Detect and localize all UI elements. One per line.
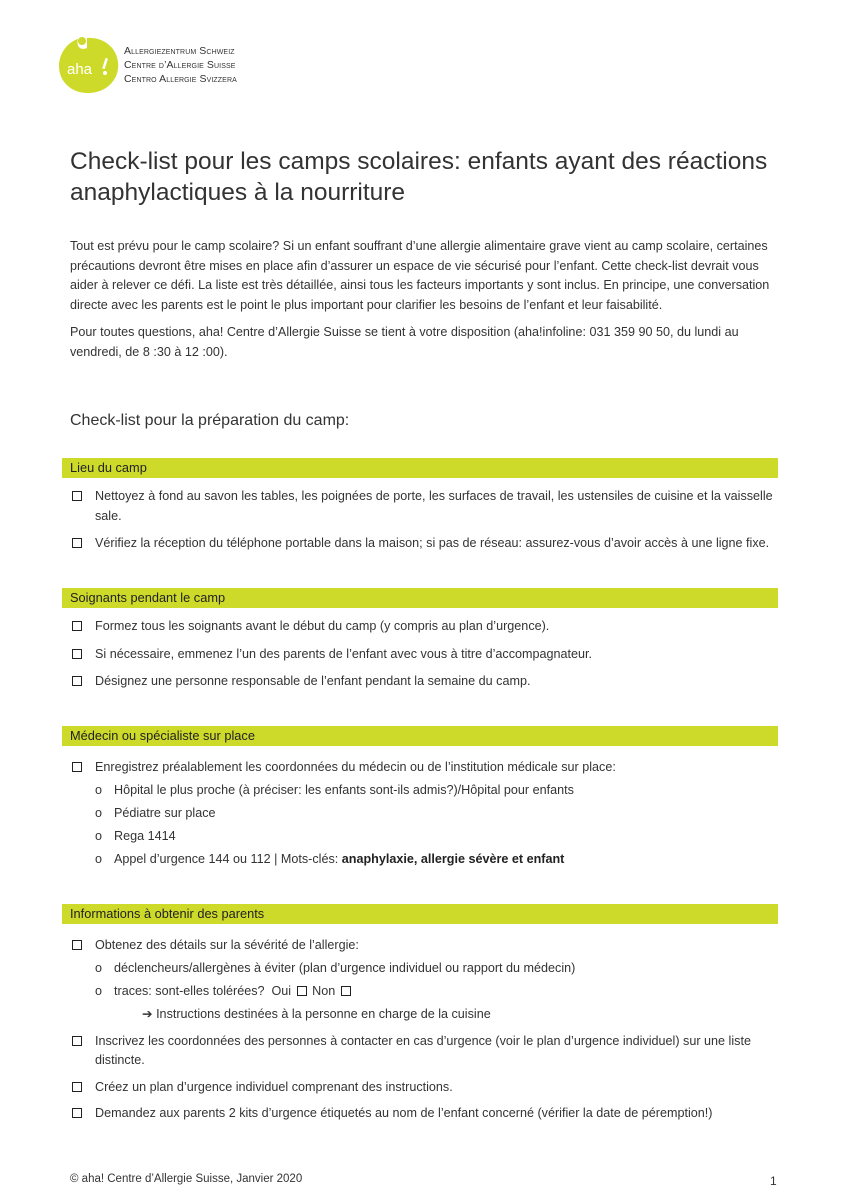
intro-paragraph-2: Pour toutes questions, aha! Centre d’Allergie Suisse se tient à votre disposition (aha!infoline: 031 359 90 50, du lundi au vendredi, de 8 :30 à 12 :00).	[70, 325, 739, 359]
checklist-item	[62, 617, 778, 637]
logo-text: aha	[67, 61, 93, 78]
sub-item	[62, 980, 778, 1003]
sub-item-text: Rega 1414	[114, 828, 176, 843]
footer-copyright: © aha! Centre d’Allergie Suisse, Janvier 2020	[70, 1173, 303, 1185]
arrow-icon: ➔	[142, 1006, 153, 1021]
checklist-item-text: Inscrivez les coordonnées des personnes à contacter en cas d’urgence (voir le plan d’urgence individuel) sur une liste distincte.	[95, 1033, 751, 1067]
sub-item-text: traces: sont-elles tolérées?	[114, 983, 265, 998]
checklist-subtitle: Check-list pour la préparation du camp:	[70, 412, 350, 429]
intro-text	[70, 237, 782, 370]
bullet-icon: o	[95, 828, 103, 843]
non-checkbox[interactable]	[341, 986, 351, 996]
bullet-icon: o	[95, 983, 103, 998]
checklist-item	[62, 1104, 778, 1124]
checklist-item-text: Formez tous les soignants avant le début du camp (y compris au plan d’urgence).	[95, 619, 550, 633]
checklist-item-text: Si nécessaire, emmenez l’un des parents de l’enfant avec vous à titre d’accompagnateur.	[95, 646, 593, 661]
sub-item	[62, 957, 778, 980]
checklist-item-text: Enregistrez préalablement les coordonnées du médecin ou de l’institution médicale sur place:	[95, 760, 616, 774]
section-lieu-du-camp	[62, 458, 778, 554]
checkbox[interactable]	[72, 762, 82, 772]
organization-name	[124, 44, 237, 86]
checkbox[interactable]	[72, 1108, 82, 1118]
section-soignants	[62, 588, 778, 692]
sub-item-text: Hôpital le plus proche (à préciser: les enfants sont-ils admis?)/Hôpital pour enfants	[114, 782, 574, 797]
bullet-icon: o	[95, 805, 103, 820]
bullet-icon: o	[95, 851, 103, 866]
arrow-note-text: Instructions destinées à la personne en charge de la cuisine	[156, 1006, 491, 1021]
checklist-item	[62, 672, 778, 692]
section-heading: Soignants pendant le camp	[62, 588, 778, 608]
checkbox[interactable]	[72, 621, 82, 631]
section-heading: Informations à obtenir des parents	[62, 904, 778, 924]
checklist-item-text: Nettoyez à fond au savon les tables, les poignées de porte, les surfaces de travail, les ustensiles de cuisine et la vaisselle sale.	[95, 489, 773, 523]
checklist-item-text: Demandez aux parents 2 kits d’urgence étiquetés au nom de l’enfant concerné (vérifier la date de péremption!)	[95, 1106, 713, 1120]
aha-logo	[58, 36, 120, 94]
checklist-item-text: Vérifiez la réception du téléphone portable dans la maison; si pas de réseau: assurez-vous d’avoir accès à une ligne fixe.	[95, 536, 770, 550]
org-line-it: Centro Allergie Svizzera	[124, 73, 237, 85]
section-heading: Lieu du camp	[62, 458, 778, 478]
checklist-item	[62, 487, 778, 526]
checklist-item	[62, 758, 778, 778]
arrow-note	[62, 1003, 778, 1026]
checklist-item-text: Créez un plan d’urgence individuel comprenant des instructions.	[95, 1079, 453, 1094]
checklist-item-text: Obtenez des détails sur la sévérité de l’allergie:	[95, 938, 359, 952]
section-heading: Médecin ou spécialiste sur place	[62, 726, 778, 746]
checkbox[interactable]	[72, 649, 82, 659]
checkbox[interactable]	[72, 1036, 82, 1046]
bullet-icon: o	[95, 960, 103, 975]
keywords: anaphylaxie, allergie sévère et enfant	[341, 851, 565, 866]
org-line-fr: Centre d’Allergie Suisse	[124, 59, 236, 71]
section-medecin	[62, 726, 778, 871]
document-title: Check-list pour les camps scolaires: enfants ayant des réactions anaphylactiques à la nourriture	[70, 148, 768, 206]
checklist-item	[62, 936, 778, 956]
bullet-icon: o	[95, 782, 103, 797]
oui-label: Oui	[271, 983, 292, 998]
section-informations-parents	[62, 904, 778, 1124]
page-number: 1	[770, 1174, 777, 1188]
checkbox[interactable]	[72, 538, 82, 548]
checklist-item	[62, 1032, 778, 1071]
org-line-de: Allergiezentrum Schweiz	[124, 45, 235, 57]
checkbox[interactable]	[72, 1082, 82, 1092]
checklist-item-text: Désignez une personne responsable de l’enfant pendant la semaine du camp.	[95, 674, 531, 688]
sub-item	[62, 848, 778, 871]
oui-checkbox[interactable]	[297, 986, 307, 996]
sub-item	[62, 779, 778, 802]
sub-item-text: Pédiatre sur place	[114, 805, 216, 820]
checklist-item	[62, 534, 778, 554]
checkbox[interactable]	[72, 676, 82, 686]
sub-item	[62, 802, 778, 825]
non-label: Non	[312, 983, 336, 998]
intro-paragraph-1: Tout est prévu pour le camp scolaire? Si un enfant souffrant d’une allergie alimentaire grave vient au camp scolaire, certaines précautions devront être mises en place afin d’assurer un espace de vie sécurisé pour l’enfant. Cette check-list devrait vous aider à relever ce défi. La liste est très détaillée, ainsi tous les facteurs importants y sont inclus. En principe, une conversation directe avec les parents est le point le plus important pour clarifier les besoins de l’enfant et leur faisabilité.	[70, 239, 770, 312]
checkbox[interactable]	[72, 940, 82, 950]
sub-item	[62, 825, 778, 848]
sub-item-text: déclencheurs/allergènes à éviter (plan d’urgence individuel ou rapport du médecin)	[114, 960, 576, 975]
sub-item-text: Appel d’urgence 144 ou 112 | Mots-clés:	[114, 851, 342, 866]
checklist-item	[62, 1078, 778, 1098]
checkbox[interactable]	[72, 491, 82, 501]
checklist-item	[62, 645, 778, 665]
